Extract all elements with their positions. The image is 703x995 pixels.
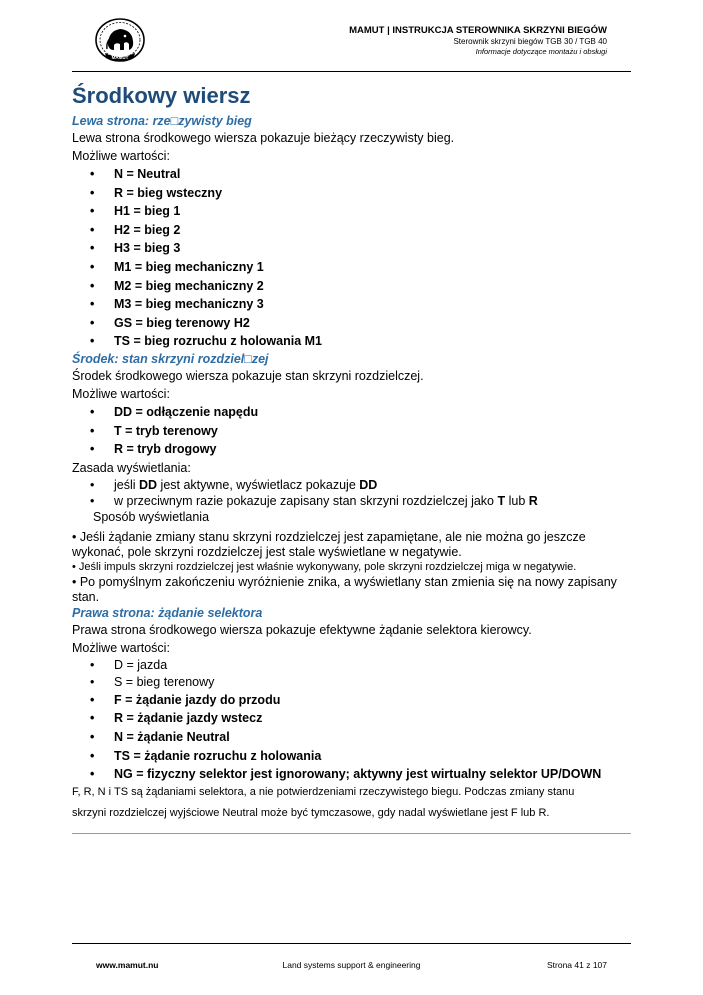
footer-page-number: Strona 41 z 107 xyxy=(546,960,607,970)
list-item: • R = bieg wsteczny xyxy=(72,184,632,203)
list-item: • S = bieg terenowy xyxy=(72,674,632,691)
right-values-list xyxy=(72,657,632,784)
list-item: • NG = fizyczny selektor jest ignorowany; aktywny jest wirtualny selektor UP/DOWN xyxy=(72,765,632,784)
middle-values-list xyxy=(72,403,632,459)
logo-text: MAMUT xyxy=(111,55,129,60)
display-rule-label: Zasada wyświetlania: xyxy=(72,460,191,475)
left-values-label: Możliwe wartości: xyxy=(72,149,170,163)
header-subtitle: Sterownik skrzyni biegów TGB 30 / TGB 40 xyxy=(453,36,607,46)
page-title: Środkowy wiersz xyxy=(72,83,251,108)
header-title: MAMUT | INSTRUKCJA STEROWNIKA SKRZYNI BIEGÓW xyxy=(349,25,607,36)
left-heading: Lewa strona: rze□zywisty bieg xyxy=(72,114,252,128)
middle-values-label: Możliwe wartości: xyxy=(72,386,170,401)
list-item: • w przeciwnym razie pokazuje zapisany stan skrzyni rozdzielczej jako T lub R xyxy=(72,493,632,509)
header-divider xyxy=(72,71,631,72)
list-item: • TS = bieg rozruchu z holowania M1 xyxy=(72,332,632,351)
mamut-logo-icon xyxy=(94,17,146,63)
closing-paragraph-line: F, R, N i TS są żądaniami selektora, a nie potwierdzeniami rzeczywistego biegu. Podczas zmiany stanu xyxy=(72,785,575,798)
page-content xyxy=(72,81,632,821)
list-item: • jeśli DD jest aktywne, wyświetlacz pokazuje DD xyxy=(72,477,632,493)
display-note: • Jeśli żądanie zmiany stanu skrzyni rozdzielczej jest zapamiętane, ale nie można go jeszcze wykonać, pole skrzyni rozdzielczej jest stale wyświetlane w negatywie. xyxy=(72,529,586,559)
list-item: • M1 = bieg mechaniczny 1 xyxy=(72,258,632,277)
right-values-label: Możliwe wartości: xyxy=(72,640,170,655)
footer-divider xyxy=(72,943,631,944)
display-rule-list xyxy=(72,477,632,509)
list-item: • R = żądanie jazdy wstecz xyxy=(72,709,632,728)
display-note: • Jeśli impuls skrzyni rozdzielczej jest właśnie wykonywany, pole skrzyni rozdzielczej miga w negatywie. xyxy=(72,560,577,573)
list-item: • H3 = bieg 3 xyxy=(72,239,632,258)
list-item: • H2 = bieg 2 xyxy=(72,221,632,240)
closing-paragraph-line: skrzyni rozdzielczej wyjściowe Neutral może być tymczasowe, gdy nadal wyświetlane jest F lub R. xyxy=(72,806,550,819)
list-item: • DD = odłączenie napędu xyxy=(72,403,632,422)
display-method-label: Sposób wyświetlania xyxy=(93,509,210,524)
list-item: • D = jazda xyxy=(72,657,632,674)
right-heading: Prawa strona: żądanie selektora xyxy=(72,605,263,620)
list-item: • GS = bieg terenowy H2 xyxy=(72,314,632,333)
left-description: Lewa strona środkowego wiersza pokazuje bieżący rzeczywisty bieg. xyxy=(72,131,455,145)
footer-website-link[interactable]: www.mamut.nu xyxy=(96,960,159,970)
right-description: Prawa strona środkowego wiersza pokazuje efektywne żądanie selektora kierowcy. xyxy=(72,622,532,637)
list-item: • T = tryb terenowy xyxy=(72,422,632,441)
footer-tagline: Land systems support & engineering xyxy=(282,960,421,970)
list-item: • TS = żądanie rozruchu z holowania xyxy=(72,747,632,766)
list-item: • N = Neutral xyxy=(72,165,632,184)
middle-heading: Środek: stan skrzyni rozdziel□zej xyxy=(72,351,269,366)
header-info: Informacje dotyczące montażu i obsługi xyxy=(475,46,607,56)
middle-description: Środek środkowego wiersza pokazuje stan skrzyni rozdzielczej. xyxy=(72,368,424,383)
list-item: • M2 = bieg mechaniczny 2 xyxy=(72,277,632,296)
list-item: • H1 = bieg 1 xyxy=(72,202,632,221)
list-item: • R = tryb drogowy xyxy=(72,440,632,459)
left-values-list xyxy=(72,165,632,351)
list-item: • F = żądanie jazdy do przodu xyxy=(72,691,632,710)
page-header xyxy=(349,25,607,56)
content-divider xyxy=(72,833,631,834)
list-item: • M3 = bieg mechaniczny 3 xyxy=(72,295,632,314)
display-note: • Po pomyślnym zakończeniu wyróżnienie znika, a wyświetlany stan zmienia się na nowy zapisany stan. xyxy=(72,574,617,604)
list-item: • N = żądanie Neutral xyxy=(72,728,632,747)
